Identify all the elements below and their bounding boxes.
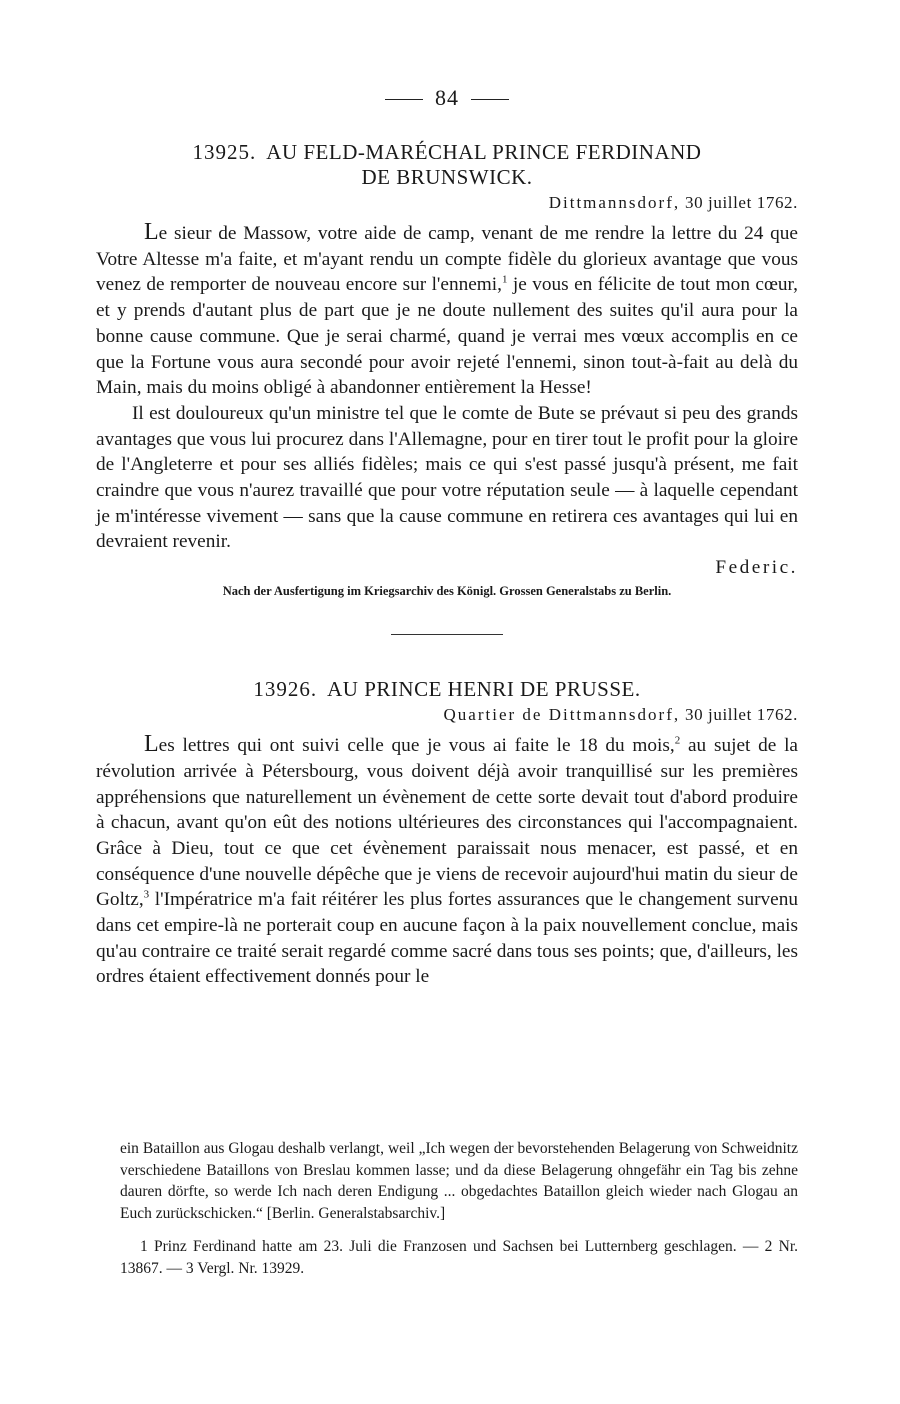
letter-body [96,220,798,555]
letter-heading [96,677,798,702]
footnote-ref: 2 [674,734,681,747]
letter-heading [96,140,798,165]
page-content [96,84,798,990]
letter-place: Dittmannsdorf, [548,193,681,212]
letter-dateline [96,704,798,726]
letter-number: 13925. [192,140,257,164]
letter-paragraph [96,732,798,990]
page-number-dash-left [385,99,423,100]
letter-title-line1: AU PRINCE HENRI DE PRUSSE. [327,677,641,702]
letter-place: Quartier de Dittmannsdorf, [443,705,681,725]
source-note: Nach der Ausfertigung im Kriegsarchiv des Königl. Grossen Generalstabs zu Berlin. [222,584,672,599]
letter-paragraph [96,220,798,401]
footnote-continuation: ein Bataillon aus Glogau deshalb verlangt, weil „Ich wegen der bevorstehenden Belagerung von Schweidnitz verschiedene Bataillons von Breslau kommen lasse; und da diese Belagerung ohngefähr ein Tag bis zehne dauren dörfte, so werde Ich nach deren Endigung ... obgedachtes Bataillon gleich wieder nach Glogau an Euch zurückschicken.“ [Berlin. Generalstabsarchiv.] [120,1140,798,1222]
signature: Federic. [715,557,798,579]
letter-paragraph: Il est douloureux qu'un ministre tel que le comte de Bute se prévaut si peu des grands avantages que vous lui procurez dans l'Allemagne, pour en tirer tout le profit pour la gloire de l'Angleterre et pour ses alliés fidèles; mais ce qui s'est passé jusqu'à présent, me fait craindre que vous n'aurez travaillé que pour votre réputation seule — à laquelle cependant je m'intéresse vivement — sans que la cause commune en retirera ces avantages qui lui en devraient revenir. [96,402,798,553]
initial-letter: L [144,219,159,245]
paragraph-text: je vous en félicite de tout mon cœur, et y prends d'autant plus de part que je ne doute nullement des suites qu'il aura pour la bonne cause commune. Que je serai charmé, quand je verrai mes vœux accomplis en ce que la Fortune vous aura secondé pour avoir rejeté l'ennemi, sinon tout-à-fait au delà du Main, mais du moins obligé à abandonner entièrement la Hesse! [96,274,798,399]
letter-13925 [96,140,798,600]
page-number-value: 84 [435,85,459,110]
letter-date: 30 juillet 1762. [684,193,798,212]
footnote-list: 1 Prinz Ferdinand hatte am 23. Juli die Franzosen und Sachsen bei Lutternberg geschlagen. — 2 Nr. 13867. — 3 Vergl. Nr. 13929. [120,1238,798,1277]
footnote-ref: 1 [501,273,508,286]
paragraph-text: e sieur de Massow, votre aide de camp, venant de me rendre la lettre du 24 que Votre Altesse m'a faite, et m'ayant rendu un compte fidèle du glorieux avantage que vous venez de remporter de nouveau encore sur l'ennemi, [96,223,798,296]
letter-dateline [96,192,798,214]
letter-13926 [96,677,798,990]
page-number [96,84,798,112]
paragraph-text: es lettres qui ont suivi celle que je vous ai faite le 18 du mois, [158,735,675,757]
letter-title-line2: DE BRUNSWICK. [361,165,533,189]
letter-title-line1: AU FELD-MARÉCHAL PRINCE FERDINAND [266,140,702,164]
paragraph-text: au sujet de la révolution arrivée à Pétersbourg, vous doivent déjà avoir tranquillisé sur les premières appréhensions que naturellement un évènement de cette sorte devait tout d'abord produire à chacun, avant qu'on eût des notions ultérieures des circonstances qui l'accompagnaient. Grâce à Dieu, tout ce que cet évènement paraissait nous menacer, est passé, et en conséquence d'une nouvelle dépêche que je viens de recevoir aujourd'hui matin du sieur de Goltz, [96,735,798,911]
page-number-dash-right [471,99,509,100]
paragraph-text: l'Impératrice m'a fait réitérer les plus fortes assurances que le changement survenu dans cet empire-là ne porterait coup en aucune façon à la paix nouvellement conclue, mais qu'au contraire ce traité serait regardé comme sacré dans tous ses points; que, d'ailleurs, les ordres étaient effectivement donnés pour le [96,889,798,988]
letter-date: 30 juillet 1762. [684,705,798,725]
letter-body [96,732,798,990]
footnotes [120,1138,798,1279]
footnote-ref: 3 [143,888,150,901]
letter-number: 13926. [253,677,318,702]
section-divider [391,634,503,635]
initial-letter: L [144,731,159,758]
